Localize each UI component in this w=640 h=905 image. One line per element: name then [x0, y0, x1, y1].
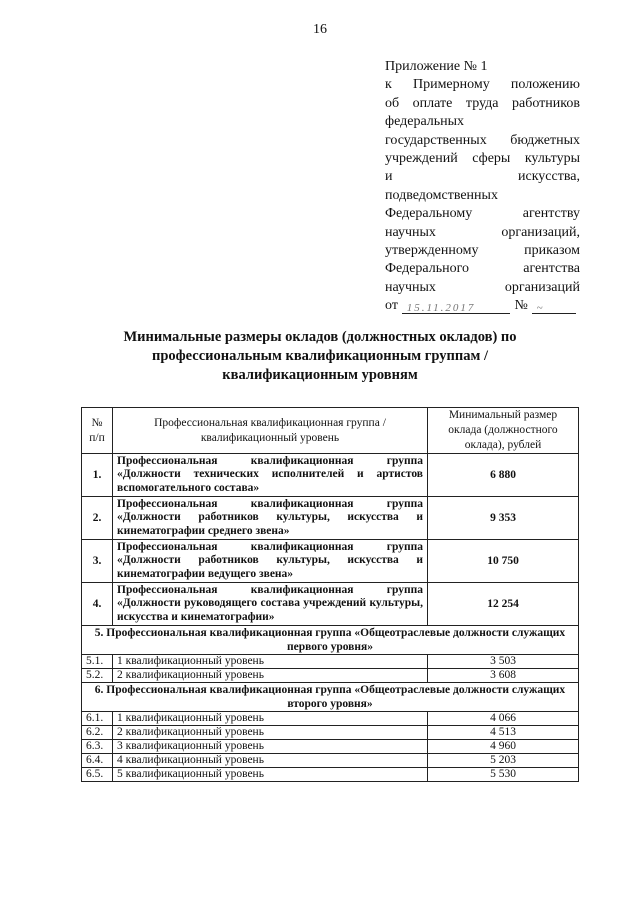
table-row	[82, 712, 579, 726]
table-row	[82, 669, 579, 683]
order-signature-line	[385, 297, 580, 315]
handwritten-date: 15.11.2017	[401, 301, 476, 314]
appendix-line: Федерального агентства	[385, 261, 580, 277]
row-name: Профессиональная квалификационная группа «Должности руководящего состава учреждений культуры, искусства и кинематографии»	[113, 583, 428, 626]
row-num: 6.3.	[82, 740, 113, 754]
number-blank	[532, 299, 576, 314]
handwritten-number: ~	[531, 301, 545, 314]
appendix-line: Федеральному агентству	[385, 206, 580, 222]
group-header-row	[82, 626, 579, 655]
row-value: 5 203	[428, 754, 579, 768]
table-row	[82, 726, 579, 740]
group-header-row	[82, 683, 579, 712]
row-value: 3 608	[428, 669, 579, 683]
table-row	[82, 655, 579, 669]
header-salary: Минимальный размер оклада (должностного оклада), рублей	[428, 408, 579, 454]
row-value: 5 530	[428, 768, 579, 782]
row-num: 5.2.	[82, 669, 113, 683]
row-num: 6.4.	[82, 754, 113, 768]
row-value: 4 513	[428, 726, 579, 740]
table-header-row	[82, 408, 579, 454]
row-value: 10 750	[428, 540, 579, 583]
row-num: 1.	[82, 454, 113, 497]
salary-table	[81, 407, 579, 782]
row-value: 4 960	[428, 740, 579, 754]
appendix-line: федеральных	[385, 114, 465, 130]
row-name: Профессиональная квалификационная группа «Должности работников культуры, искусства и кинематографии ведущего звена»	[113, 540, 428, 583]
appendix-line: к Примерному положению	[385, 77, 580, 93]
page-number: 16	[313, 22, 327, 37]
appendix-block	[385, 58, 580, 316]
header-num: № п/п	[82, 408, 113, 454]
table-row	[82, 497, 579, 540]
appendix-line: об оплате труда работников	[385, 95, 580, 111]
table-row	[82, 454, 579, 497]
number-label: №	[514, 298, 528, 314]
row-num: 6.1.	[82, 712, 113, 726]
appendix-line: подведомственных	[385, 187, 498, 203]
row-value: 12 254	[428, 583, 579, 626]
appendix-line: утвержденному приказом	[385, 243, 580, 259]
row-name: 1 квалификационный уровень	[113, 712, 428, 726]
table-row	[82, 740, 579, 754]
row-num: 5.1.	[82, 655, 113, 669]
row-num: 6.5.	[82, 768, 113, 782]
header-group: Профессиональная квалификационная группа / квалификационный уровень	[113, 408, 428, 454]
row-name: 5 квалификационный уровень	[113, 768, 428, 782]
row-num: 2.	[82, 497, 113, 540]
table-row	[82, 583, 579, 626]
row-value: 9 353	[428, 497, 579, 540]
table-row	[82, 754, 579, 768]
row-name: 2 квалификационный уровень	[113, 726, 428, 740]
appendix-line: и искусства,	[385, 169, 580, 185]
row-name: Профессиональная квалификационная группа «Должности технических исполнителей и артистов вспомогательного состава»	[113, 454, 428, 497]
from-label: от	[385, 298, 398, 314]
appendix-line: Приложение № 1	[385, 59, 488, 74]
date-blank	[402, 299, 511, 314]
row-name: 4 квалификационный уровень	[113, 754, 428, 768]
row-num: 4.	[82, 583, 113, 626]
row-name: 3 квалификационный уровень	[113, 740, 428, 754]
table-row	[82, 768, 579, 782]
row-name: 1 квалификационный уровень	[113, 655, 428, 669]
row-name: 2 квалификационный уровень	[113, 669, 428, 683]
row-name: Профессиональная квалификационная группа «Должности работников культуры, искусства и кинематографии среднего звена»	[113, 497, 428, 540]
appendix-line: научных организаций	[385, 279, 580, 295]
group-6-title: 6. Профессиональная квалификационная группа «Общеотраслевые должности служащих второго уровня»	[82, 683, 579, 712]
row-value: 4 066	[428, 712, 579, 726]
appendix-line: учреждений сферы культуры	[385, 151, 580, 167]
row-num: 3.	[82, 540, 113, 583]
appendix-line: научных организаций,	[385, 224, 580, 240]
document-title: Минимальные размеры окладов (должностных окладов) по профессиональным квалификационным группам / квалификационным уровням	[123, 329, 517, 383]
group-5-title: 5. Профессиональная квалификационная группа «Общеотраслевые должности служащих первого уровня»	[82, 626, 579, 655]
table-row	[82, 540, 579, 583]
row-value: 6 880	[428, 454, 579, 497]
row-num: 6.2.	[82, 726, 113, 740]
row-value: 3 503	[428, 655, 579, 669]
appendix-line: государственных бюджетных	[385, 132, 580, 148]
